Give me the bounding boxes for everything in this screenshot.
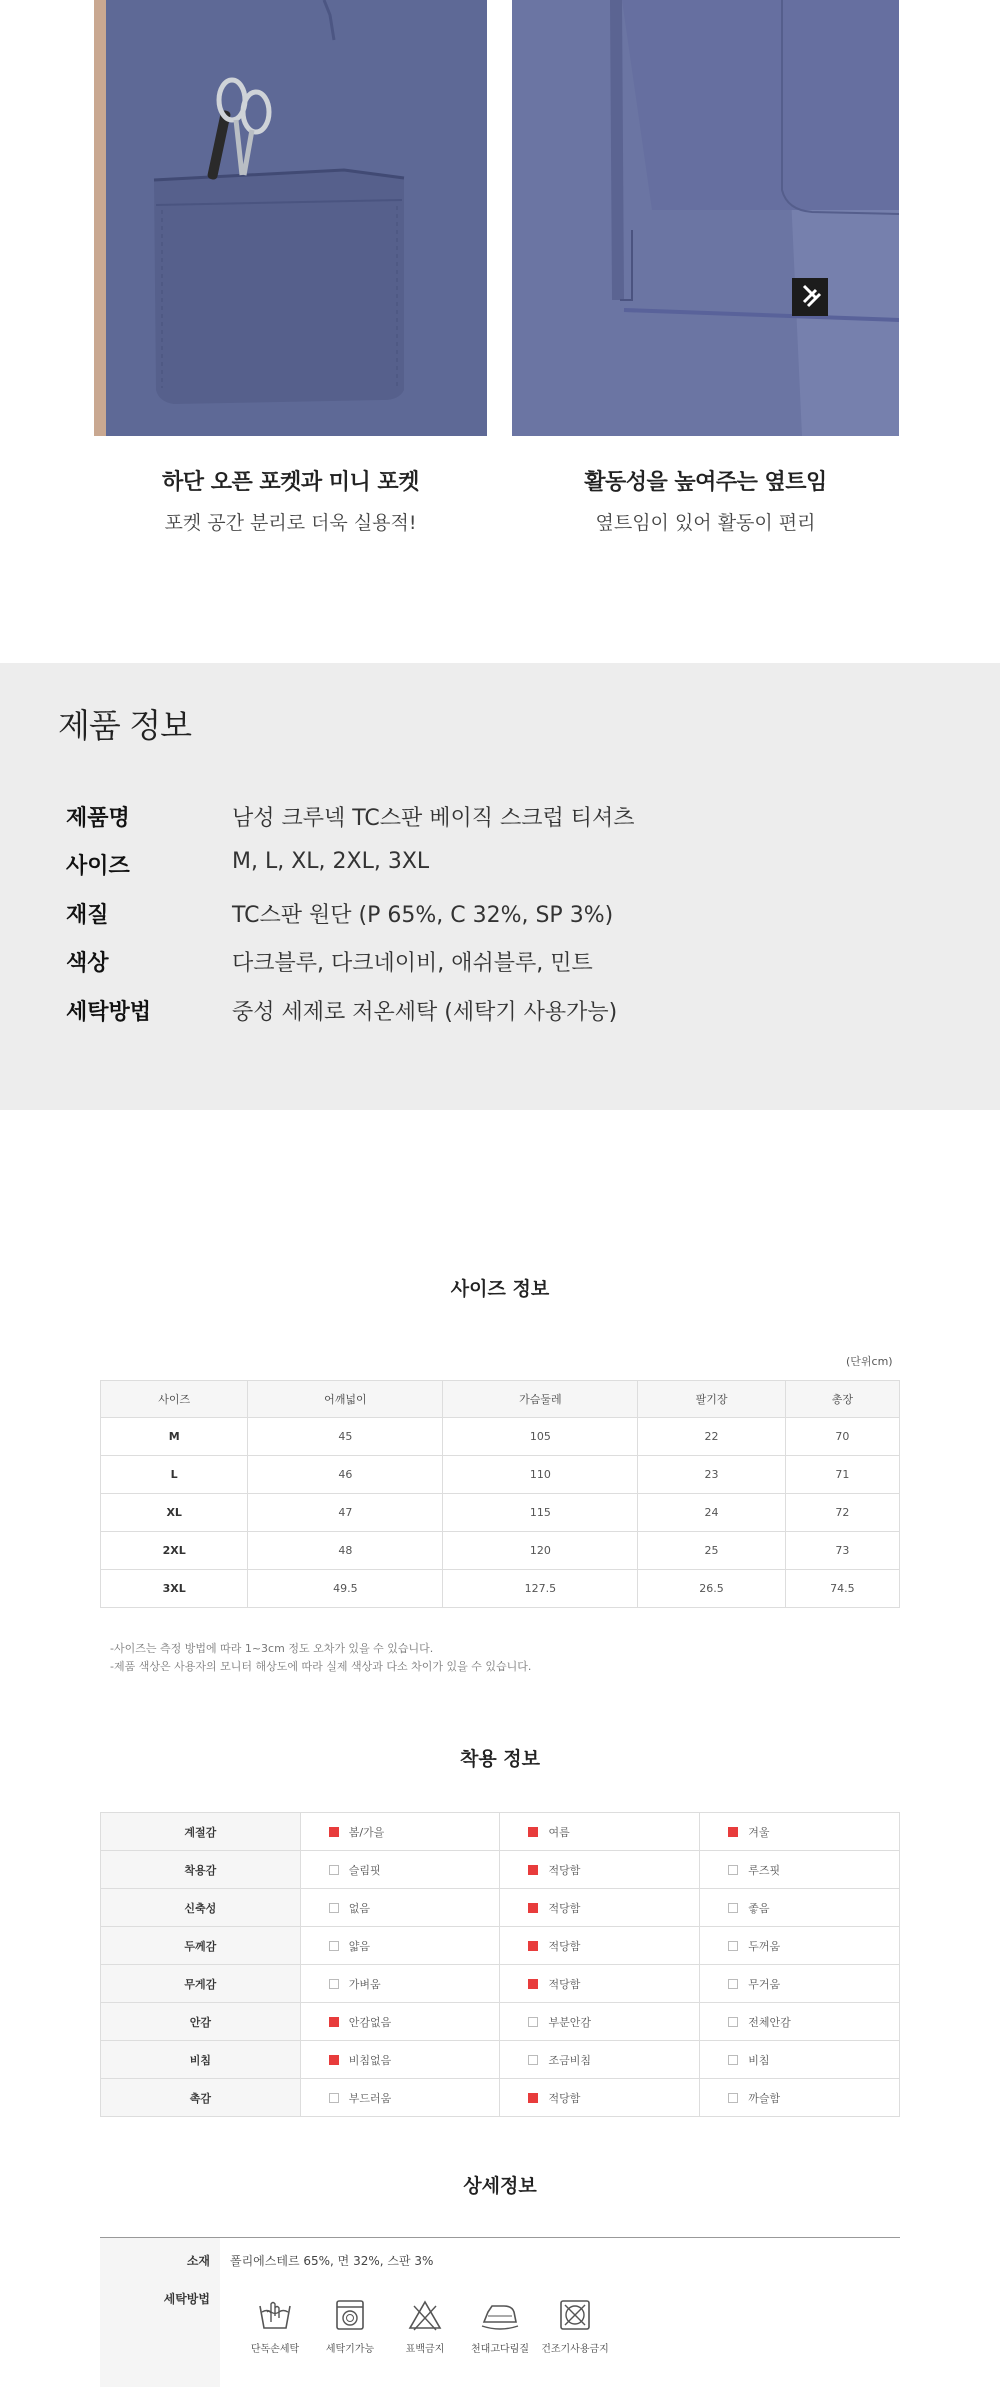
care-label: 세탁방법: [163, 2292, 210, 2306]
feature-sub-1: 포켓 공간 분리로 더욱 실용적!: [164, 512, 417, 534]
size-note: -제품 색상은 사용자의 모니터 해상도에 따라 실제 색상과 다소 차이가 있을 수 있습니다.: [110, 1660, 532, 1673]
size-cell: 2XL: [101, 1532, 248, 1570]
table-row: [101, 2003, 900, 2041]
wear-option: [700, 2079, 900, 2117]
value-cell: 110: [443, 1456, 638, 1494]
wear-option: [700, 1889, 900, 1927]
wear-option-label: 적당함: [548, 1977, 581, 1991]
value-cell: 74.5: [785, 1570, 899, 1608]
checked-box-icon: [329, 1827, 339, 1837]
size-cell: M: [101, 1418, 248, 1456]
unchecked-box-icon: [728, 1903, 738, 1913]
table-row: [101, 2041, 900, 2079]
info-value: 다크블루, 다크네이비, 애쉬블루, 민트: [232, 951, 593, 976]
wear-option-label: 부분안감: [548, 2015, 591, 2029]
value-cell: 45: [248, 1418, 443, 1456]
table-row: [101, 1456, 900, 1494]
wear-option-label: 봄/가을: [348, 1825, 385, 1839]
checked-box-icon: [329, 2017, 339, 2027]
value-cell: 120: [443, 1532, 638, 1570]
wear-label: 비침: [101, 2041, 301, 2079]
wear-option-label: 루즈핏: [748, 1863, 781, 1877]
unchecked-box-icon: [728, 1865, 738, 1875]
table-row: [101, 2079, 900, 2117]
info-label: 세탁방법: [66, 1000, 152, 1025]
care-item-no-tumble-dry: [535, 2298, 615, 2355]
size-unit: (단위cm): [846, 1355, 893, 1368]
checked-box-icon: [728, 1827, 738, 1837]
wear-option-label: 두꺼움: [748, 1939, 781, 1953]
wear-option-label: 안감없음: [348, 2015, 392, 2029]
wear-label: 두께감: [101, 1927, 301, 1965]
value-cell: 23: [638, 1456, 785, 1494]
value-cell: 105: [443, 1418, 638, 1456]
value-cell: 24: [638, 1494, 785, 1532]
wear-label: 안감: [101, 2003, 301, 2041]
feature-caption-1: [94, 465, 487, 535]
wear-option-label: 적당함: [548, 2091, 581, 2105]
unchecked-box-icon: [728, 2093, 738, 2103]
wear-option: [700, 1813, 900, 1851]
value-cell: 71: [785, 1456, 899, 1494]
wear-label: 착용감: [101, 1851, 301, 1889]
table-row: [101, 1927, 900, 1965]
detail-table: [100, 2237, 900, 2387]
value-cell: 49.5: [248, 1570, 443, 1608]
wear-option-label: 무거움: [748, 1977, 781, 1991]
wear-option: [300, 1927, 500, 1965]
feature-title-2: 활동성을 높여주는 옆트임: [584, 470, 827, 495]
care-item-label: 천대고다림질: [471, 2344, 529, 2355]
unchecked-box-icon: [528, 2017, 538, 2027]
wear-option: [500, 2003, 700, 2041]
wear-option: [500, 1927, 700, 1965]
size-info-title: 사이즈 정보: [450, 1278, 550, 1300]
feature-title-1: 하단 오픈 포켓과 미니 포켓: [162, 470, 419, 495]
wear-option: [300, 1813, 500, 1851]
care-item-cloth-iron: [460, 2298, 540, 2355]
checked-box-icon: [528, 1865, 538, 1875]
material-value: 폴리에스테르 65%, 면 32%, 스판 3%: [230, 2254, 434, 2268]
wear-option: [300, 1851, 500, 1889]
info-label: 사이즈: [66, 854, 130, 879]
care-item-label: 세탁기가능: [325, 2344, 375, 2355]
unchecked-box-icon: [329, 1979, 339, 1989]
info-value: TC스판 원단 (P 65%, C 32%, SP 3%): [232, 903, 614, 928]
checked-box-icon: [528, 1827, 538, 1837]
pocket-photo: [94, 0, 487, 436]
wear-option: [300, 2041, 500, 2079]
wear-label: 촉감: [101, 2079, 301, 2117]
unchecked-box-icon: [329, 1865, 339, 1875]
header-cell: 가슴둘레: [443, 1381, 638, 1418]
table-row: [101, 1851, 900, 1889]
wear-option: [500, 1851, 700, 1889]
table-row: [101, 1418, 900, 1456]
info-label: 제품명: [66, 806, 130, 831]
wear-table: [100, 1812, 900, 2117]
wear-label: 무게감: [101, 1965, 301, 2003]
wear-option-label: 슬림핏: [348, 1863, 381, 1877]
care-item-label: 표백금지: [405, 2344, 445, 2355]
value-cell: 46: [248, 1456, 443, 1494]
wear-option-label: 적당함: [548, 1901, 581, 1915]
checked-box-icon: [528, 2093, 538, 2103]
checked-box-icon: [329, 2055, 339, 2065]
checked-box-icon: [528, 1979, 538, 1989]
unchecked-box-icon: [728, 1979, 738, 1989]
info-value: 중성 세제로 저온세탁 (세탁기 사용가능): [232, 1000, 618, 1025]
side-slit-photo: [512, 0, 899, 436]
detail-info-title: 상세정보: [463, 2175, 537, 2197]
wear-option-label: 적당함: [548, 1939, 581, 1953]
product-info-section: [0, 663, 1000, 1110]
wear-option: [500, 2079, 700, 2117]
header-cell: 사이즈: [101, 1381, 248, 1418]
unchecked-box-icon: [728, 2055, 738, 2065]
size-notes: [110, 1640, 531, 1676]
wear-option-label: 가벼움: [348, 1977, 381, 1991]
hand-wash-icon: [257, 2298, 293, 2332]
value-cell: 127.5: [443, 1570, 638, 1608]
info-value: M, L, XL, 2XL, 3XL: [232, 849, 430, 874]
wear-option-label: 적당함: [548, 1863, 581, 1877]
header-cell: 팔기장: [638, 1381, 785, 1418]
wear-option: [700, 2003, 900, 2041]
unchecked-box-icon: [728, 2017, 738, 2027]
wear-option-label: 얇음: [348, 1939, 370, 1953]
wear-option: [700, 2041, 900, 2079]
wear-option-label: 부드러움: [348, 2091, 392, 2105]
table-row: [101, 1813, 900, 1851]
header-cell: 총장: [785, 1381, 899, 1418]
material-label: 소재: [186, 2254, 210, 2268]
wear-option-label: 비침: [748, 2053, 770, 2067]
wear-option-label: 여름: [548, 1825, 570, 1839]
header-cell: 어깨넓이: [248, 1381, 443, 1418]
table-row: [101, 1570, 900, 1608]
unchecked-box-icon: [329, 1941, 339, 1951]
machine-wash-icon: [332, 2298, 368, 2332]
size-table-header: [101, 1381, 900, 1418]
info-value: 남성 크루넥 TC스판 베이직 스크럽 티셔츠: [232, 806, 635, 831]
wear-option: [300, 2079, 500, 2117]
no-bleach-icon: [407, 2298, 443, 2332]
care-item-no-bleach: [385, 2298, 465, 2355]
wear-option: [500, 1813, 700, 1851]
care-item-hand-wash: [235, 2298, 315, 2355]
value-cell: 47: [248, 1494, 443, 1532]
value-cell: 70: [785, 1418, 899, 1456]
feature-caption-2: [512, 465, 899, 535]
wear-option-label: 겨울: [748, 1825, 770, 1839]
unchecked-box-icon: [329, 1903, 339, 1913]
size-cell: L: [101, 1456, 248, 1494]
wear-option: [700, 1927, 900, 1965]
feature-sub-2: 옆트임이 있어 활동이 편리: [595, 512, 816, 534]
checked-box-icon: [528, 1903, 538, 1913]
unchecked-box-icon: [329, 2093, 339, 2103]
table-row: [101, 1494, 900, 1532]
unchecked-box-icon: [728, 1941, 738, 1951]
table-row: [101, 1532, 900, 1570]
wear-option: [300, 2003, 500, 2041]
value-cell: 48: [248, 1532, 443, 1570]
value-cell: 115: [443, 1494, 638, 1532]
wear-info-title: 착용 정보: [459, 1748, 541, 1770]
value-cell: 25: [638, 1532, 785, 1570]
wear-option: [500, 2041, 700, 2079]
wear-option: [300, 1889, 500, 1927]
size-cell: 3XL: [101, 1570, 248, 1608]
value-cell: 22: [638, 1418, 785, 1456]
wear-option: [500, 1889, 700, 1927]
no-tumble-dry-icon: [557, 2298, 593, 2332]
care-item-machine-wash: [310, 2298, 390, 2355]
info-label: 재질: [66, 903, 109, 928]
table-row: [101, 1965, 900, 2003]
value-cell: 73: [785, 1532, 899, 1570]
table-row: [101, 1889, 900, 1927]
care-item-label: 단독손세탁: [250, 2344, 300, 2355]
wear-option: [300, 1965, 500, 2003]
value-cell: 72: [785, 1494, 899, 1532]
wear-option: [700, 1851, 900, 1889]
wear-option-label: 조금비침: [548, 2053, 591, 2067]
wear-option-label: 없음: [348, 1901, 370, 1915]
wear-option: [500, 1965, 700, 2003]
info-label: 색상: [66, 951, 109, 976]
wear-label: 신축성: [101, 1889, 301, 1927]
care-item-label: 건조기사용금지: [541, 2344, 609, 2355]
wear-option-label: 좋음: [748, 1901, 770, 1915]
size-note: -사이즈는 측정 방법에 따라 1~3cm 정도 오차가 있을 수 있습니다.: [110, 1642, 434, 1655]
size-cell: XL: [101, 1494, 248, 1532]
value-cell: 26.5: [638, 1570, 785, 1608]
cloth-iron-icon: [480, 2298, 520, 2332]
wear-option-label: 비침없음: [348, 2053, 392, 2067]
wear-option-label: 전체안감: [748, 2015, 791, 2029]
unchecked-box-icon: [528, 2055, 538, 2065]
wear-label: 계절감: [101, 1813, 301, 1851]
size-table: [100, 1380, 900, 1608]
wear-option-label: 까슬함: [748, 2091, 781, 2105]
product-info-title: 제품 정보: [58, 706, 192, 745]
wear-option: [700, 1965, 900, 2003]
checked-box-icon: [528, 1941, 538, 1951]
